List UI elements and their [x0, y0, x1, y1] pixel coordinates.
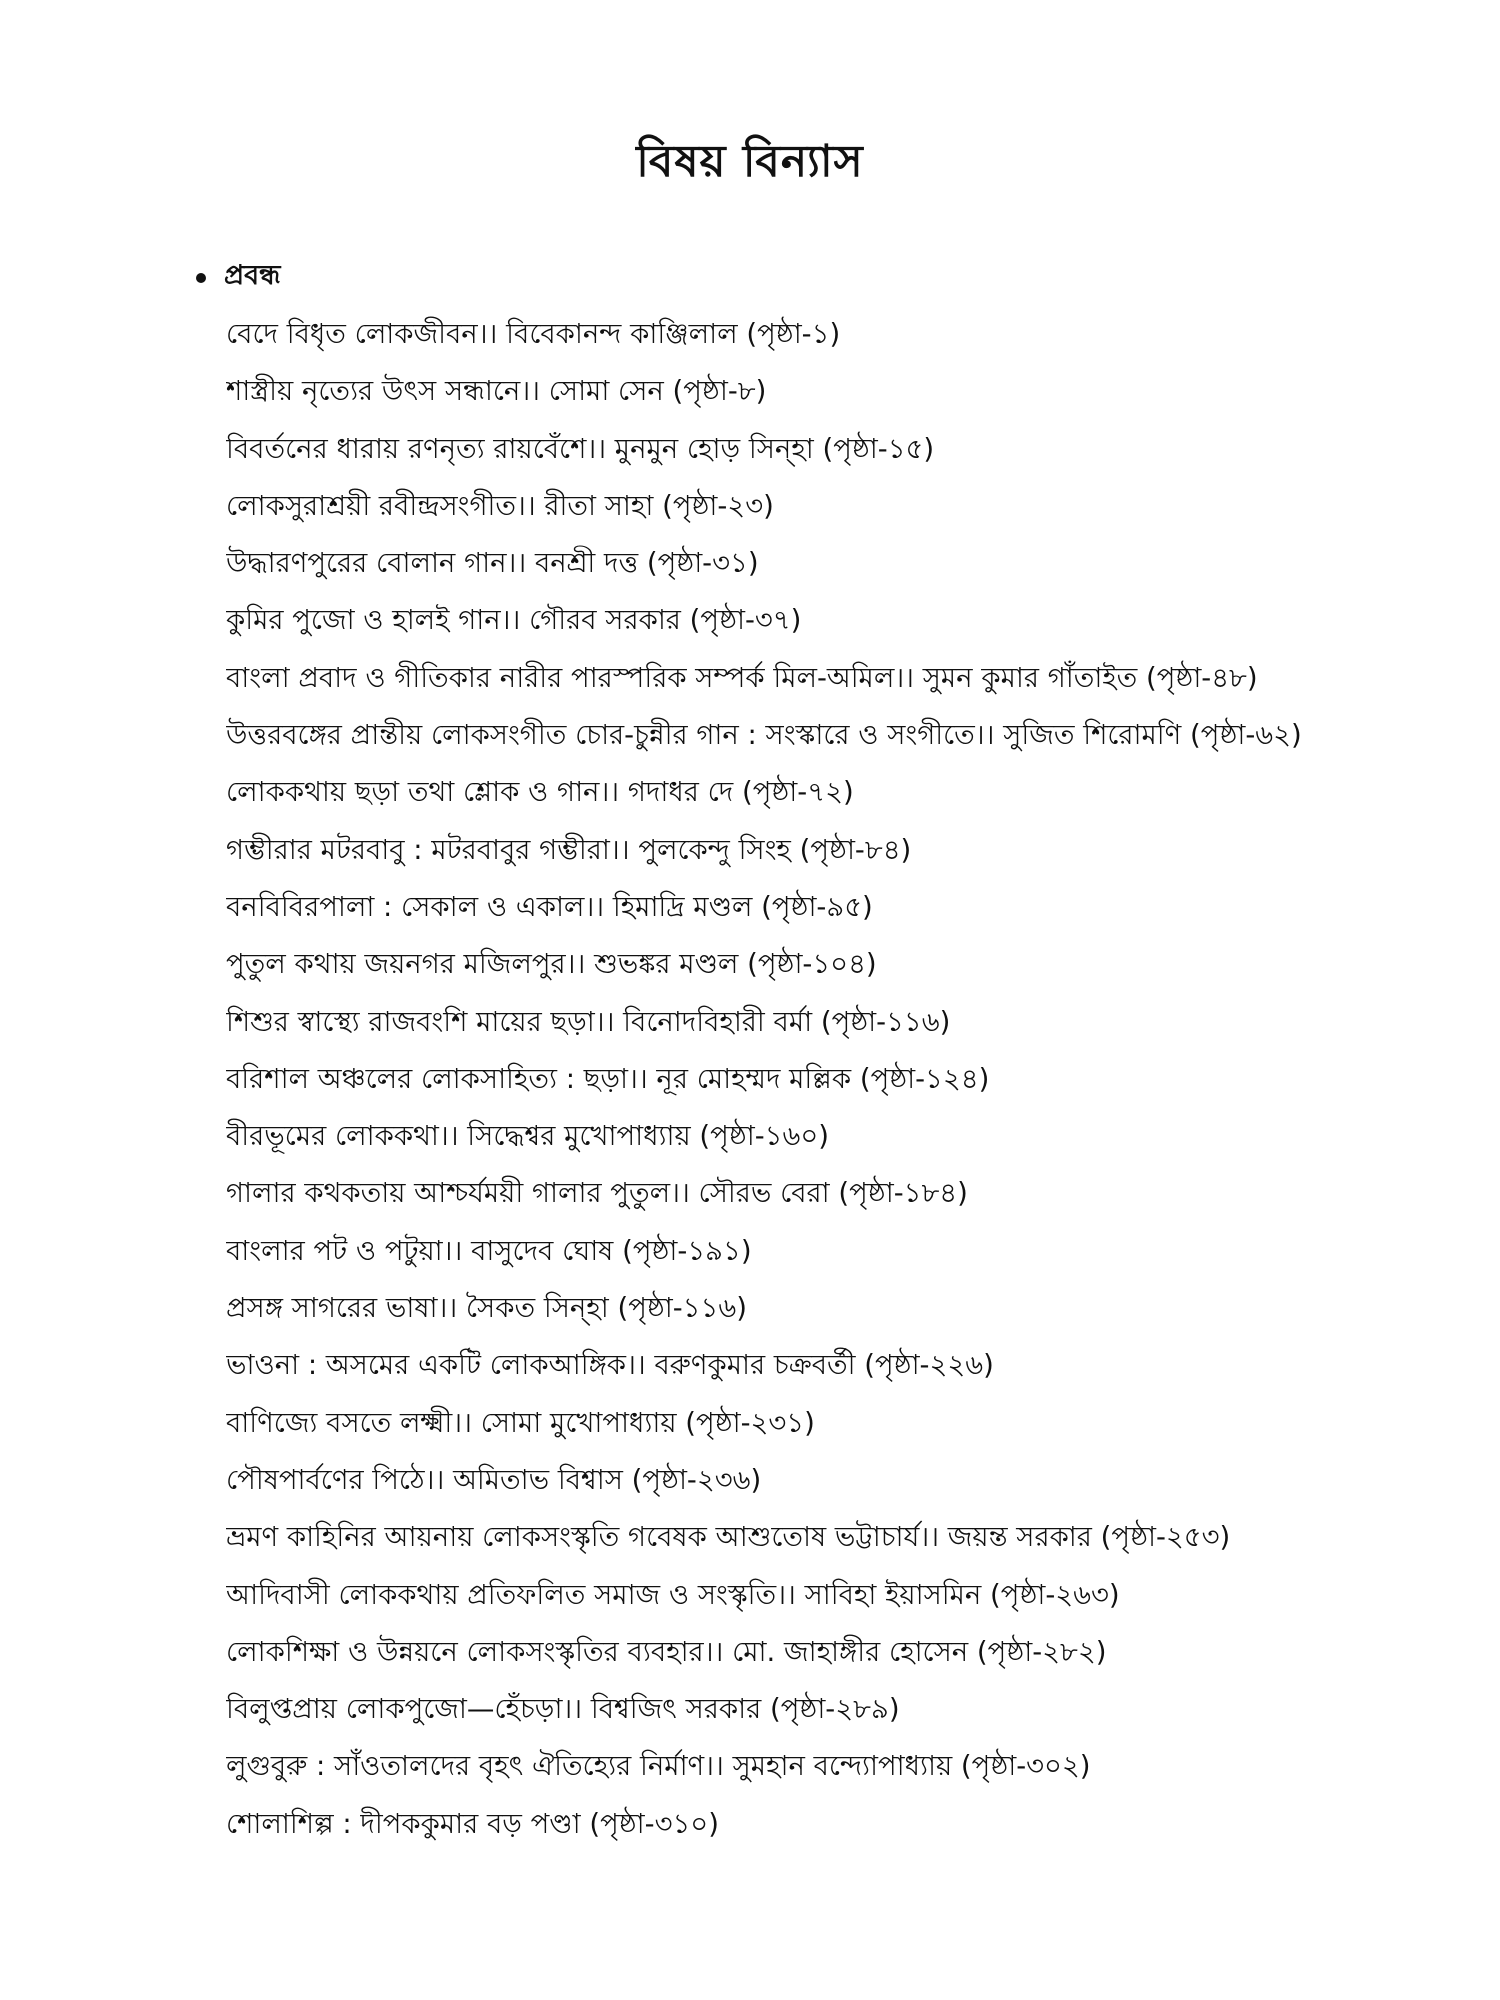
entry-page: পৃষ্ঠা-৩১০ — [600, 1807, 709, 1840]
entry-author: সোমা মুখোপাধ্যায় — [480, 1406, 677, 1439]
page-ref-open: ( — [613, 1234, 633, 1267]
entry-author: বরুণকুমার চক্রবর্তী — [654, 1349, 856, 1382]
toc-entry — [226, 478, 1366, 535]
entry-separator: ।। — [438, 1120, 468, 1153]
toc-entry — [226, 650, 1366, 707]
entry-title: শিশুর স্বাস্থ্যে রাজবংশি মায়ের ছড়া — [226, 1005, 595, 1038]
page-ref-close: ) — [736, 1292, 747, 1325]
bullet-icon — [196, 273, 206, 283]
entry-title: বিলুপ্তপ্রায় লোকপুজো—হেঁচড়া — [226, 1693, 563, 1726]
entry-separator: ।। — [974, 719, 1004, 752]
toc-list — [226, 306, 1366, 1853]
entry-separator: ।। — [586, 432, 615, 465]
entry-title: গম্ভীরার মটরবাবু : মটরবাবুর গম্ভীরা — [226, 833, 610, 866]
entry-author: সুমন কুমার গাঁতাইত — [922, 661, 1138, 694]
entry-author: বনশ্রী দত্ত — [534, 547, 639, 580]
entry-separator: ।। — [520, 375, 549, 408]
page-ref-open: ( — [1137, 661, 1157, 694]
toc-entry — [226, 764, 1366, 821]
page-ref-open: ( — [855, 1349, 875, 1382]
toc-entry — [226, 535, 1366, 592]
entry-separator: ।। — [437, 1292, 466, 1325]
page-ref-close: ) — [708, 1807, 719, 1840]
entry-title: বিবর্তনের ধারায় রণনৃত্য রায়বেঁশে — [226, 432, 587, 465]
entry-author: মুনমুন হোড় সিন্‌হা — [614, 432, 814, 465]
entry-author: মো. জাহাঙ্গীর হোসেন — [732, 1635, 969, 1668]
page-ref-open: ( — [829, 1177, 850, 1210]
entry-separator: ।। — [919, 1521, 948, 1554]
toc-entry — [226, 1681, 1366, 1738]
page-ref-close: ) — [1095, 1635, 1107, 1668]
entry-page: পৃষ্ঠা-১২৪ — [870, 1062, 979, 1095]
entry-author: গৌরব সরকার — [529, 604, 681, 637]
page-ref-close: ) — [939, 1005, 951, 1038]
entry-page: পৃষ্ঠা-২৩ — [672, 489, 764, 522]
entry-page: পৃষ্ঠা-১৬০ — [710, 1120, 819, 1153]
entry-page: পৃষ্ঠা-৮ — [683, 375, 756, 408]
entry-title: ভাওনা : অসমের একটি লোকআঙ্গিক — [226, 1349, 627, 1382]
entry-page: পৃষ্ঠা-৭২ — [752, 776, 843, 809]
entry-author: সৈকত সিন্‌হা — [465, 1292, 609, 1325]
page-ref-open: ( — [752, 890, 772, 923]
page-ref-open: ( — [638, 547, 658, 580]
entry-page: পৃষ্ঠা-২৫৩ — [1111, 1521, 1220, 1554]
entry-separator: ।। — [452, 1406, 481, 1439]
entry-separator: ।। — [562, 1693, 591, 1726]
toc-entry — [226, 879, 1366, 936]
entry-page: পৃষ্ঠা-২৩৬ — [642, 1463, 751, 1496]
entry-title: লোককথায় ছড়া তথা শ্লোক ও গান — [226, 776, 600, 809]
entry-separator: ।। — [584, 890, 613, 923]
entry-title: বাংলার পট ও পটুয়া — [226, 1234, 443, 1267]
page-ref-close: ) — [829, 318, 841, 350]
toc-entry — [226, 1223, 1366, 1280]
entry-page: পৃষ্ঠা-২৮৯ — [780, 1693, 889, 1726]
page-ref-close: ) — [862, 890, 873, 923]
entry-author: সিদ্ধেশ্বর মুখোপাধ্যায় — [467, 1120, 691, 1153]
entry-separator: : — [333, 1807, 361, 1840]
toc-entry — [226, 363, 1366, 420]
entry-page: পৃষ্ঠা-১৮৪ — [849, 1177, 958, 1210]
entry-separator: ।। — [703, 1635, 733, 1668]
entry-title: কুমির পুজো ও হালই গান — [226, 604, 501, 637]
entry-separator: ।। — [776, 1578, 805, 1611]
entry-page: পৃষ্ঠা-১৫ — [833, 432, 924, 465]
entry-author: হিমাদ্রি মণ্ডল — [612, 890, 753, 923]
page-ref-close: ) — [983, 1349, 994, 1382]
toc-entry — [226, 822, 1366, 879]
entry-separator: ।। — [506, 547, 535, 580]
page-ref-open: ( — [608, 1292, 629, 1325]
page-ref-open: ( — [680, 604, 701, 637]
entry-separator: ।। — [477, 318, 507, 350]
toc-entry — [226, 421, 1366, 478]
entry-author: সুজিত শিরোমণি — [1003, 719, 1182, 752]
entry-author: গদাধর দে — [627, 776, 734, 809]
toc-entry — [226, 1280, 1366, 1337]
entry-author: জয়ন্ত সরকার — [947, 1521, 1092, 1554]
section-heading-label: প্রবন্ধ — [224, 260, 281, 291]
entry-page: পৃষ্ঠা-২২৬ — [875, 1349, 984, 1382]
toc-entry — [226, 306, 1366, 363]
toc-entry — [226, 1796, 1366, 1853]
entry-author: পুলকেন্দু সিংহ — [638, 833, 791, 866]
page-ref-open: ( — [812, 1005, 832, 1038]
entry-separator: ।। — [609, 833, 639, 866]
entry-title: উত্তরবঙ্গের প্রান্তীয় লোকসংগীত চোর-চুন্নীর গান : সংস্কারে ও সংগীতে — [226, 719, 975, 752]
entry-title: শোলাশিল্প — [226, 1807, 334, 1840]
page-title: বিষয় বিন্যাস — [636, 136, 864, 187]
page-ref-close: ) — [1219, 1521, 1231, 1554]
page-ref-open: ( — [733, 776, 753, 809]
entry-title: উদ্ধারণপুরের বোলান গান — [226, 547, 507, 580]
toc-entry — [226, 1738, 1366, 1795]
page-ref-close: ) — [900, 833, 912, 866]
page-ref-open: ( — [813, 432, 834, 465]
entry-page: পৃষ্ঠা-৩৭ — [700, 604, 791, 637]
entry-separator: ।। — [442, 1234, 472, 1267]
page-ref-close: ) — [865, 948, 877, 981]
toc-entry — [226, 936, 1366, 993]
entry-page: পৃষ্ঠা-৩০২ — [971, 1750, 1080, 1783]
entry-author: বিনোদবিহারী বর্মা — [623, 1005, 813, 1038]
page-ref-open: ( — [738, 948, 758, 981]
page-ref-open: ( — [790, 833, 811, 866]
page-ref-open: ( — [761, 1693, 781, 1726]
entry-title: বাণিজ্যে বসতে লক্ষ্মী — [226, 1406, 453, 1439]
toc-entry — [226, 1452, 1366, 1509]
page-ref-close: ) — [978, 1062, 990, 1095]
page-ref-close: ) — [888, 1693, 900, 1726]
page-ref-open: ( — [737, 318, 758, 350]
toc-entry — [226, 1624, 1366, 1681]
entry-separator: ।। — [500, 604, 530, 637]
toc-entry — [226, 1051, 1366, 1108]
entry-author: শুভঙ্কর মণ্ডল — [594, 948, 739, 981]
page-ref-open: ( — [1181, 719, 1201, 752]
entry-title: ভ্রমণ কাহিনির আয়নায় লোকসংস্কৃতি গবেষক আশুতোষ ভট্টাচার্য — [226, 1521, 920, 1554]
page-ref-open: ( — [851, 1062, 871, 1095]
entry-page: পৃষ্ঠা-১৯১ — [632, 1234, 741, 1267]
entry-author: বাসুদেব ঘোষ — [471, 1234, 614, 1267]
page-ref-close: ) — [763, 489, 774, 522]
entry-page: পৃষ্ঠা-১০৪ — [757, 948, 866, 981]
entry-title: শাস্ত্রীয় নৃত্যের উৎস সন্ধানে — [226, 375, 521, 408]
entry-page: পৃষ্ঠা-৪৮ — [1156, 661, 1247, 694]
page-ref-close: ) — [957, 1177, 968, 1210]
page-ref-close: ) — [923, 432, 935, 465]
page-ref-open: ( — [653, 489, 673, 522]
entry-title: আদিবাসী লোককথায় প্রতিফলিত সমাজ ও সংস্কৃতি — [226, 1578, 777, 1611]
entry-page: পৃষ্ঠা-২৩১ — [696, 1406, 805, 1439]
entry-page: পৃষ্ঠা-৩১ — [657, 547, 748, 580]
entry-author: বিবেকানন্দ কাঞ্জিলাল — [506, 318, 738, 350]
entry-separator: ।। — [894, 661, 923, 694]
entry-author: বিশ্বজিৎ সরকার — [590, 1693, 762, 1726]
page-ref-open: ( — [622, 1463, 643, 1496]
entry-author: দীপককুমার বড় পণ্ডা — [360, 1807, 581, 1840]
entry-author: রীতা সাহা — [544, 489, 654, 522]
entry-page: পৃষ্ঠা-১১৬ — [831, 1005, 940, 1038]
toc-entry — [226, 592, 1366, 649]
page-ref-close: ) — [790, 604, 802, 637]
toc-entry — [226, 707, 1366, 764]
entry-separator: ।। — [599, 776, 628, 809]
entry-author: সৌরভ বেরা — [698, 1177, 830, 1210]
entry-page: পৃষ্ঠা-৯৫ — [771, 890, 863, 923]
entry-author: নূর মোহম্মদ মল্লিক — [656, 1062, 852, 1095]
entry-page: পৃষ্ঠা-৮৪ — [810, 833, 901, 866]
page-ref-close: ) — [747, 547, 759, 580]
page-ref-close: ) — [804, 1406, 815, 1439]
toc-entry — [226, 1108, 1366, 1165]
page-ref-open: ( — [663, 375, 684, 408]
entry-separator: ।। — [704, 1750, 733, 1783]
page-ref-open: ( — [1091, 1521, 1112, 1554]
page-ref-close: ) — [755, 375, 767, 408]
section-heading — [196, 255, 281, 300]
page-ref-close: ) — [1079, 1750, 1091, 1783]
page-ref-open: ( — [981, 1578, 1001, 1611]
entry-separator: ।। — [626, 1349, 655, 1382]
page-ref-close: ) — [1108, 1578, 1120, 1611]
entry-separator: ।। — [516, 489, 545, 522]
entry-title: লুগুবুরু : সাঁওতালদের বৃহৎ ঐতিহ্যের নির্মাণ — [226, 1750, 705, 1783]
toc-entry — [226, 1567, 1366, 1624]
entry-separator: ।। — [627, 1062, 657, 1095]
entry-title: লোকসুরাশ্রয়ী রবীন্দ্রসংগীত — [226, 489, 516, 522]
entry-page: পৃষ্ঠা-২৮২ — [987, 1635, 1096, 1668]
entry-author: সোমা সেন — [548, 375, 664, 408]
page-ref-close: ) — [750, 1463, 762, 1496]
toc-entry — [226, 994, 1366, 1051]
entry-separator: ।। — [594, 1005, 624, 1038]
toc-entry — [226, 1337, 1366, 1394]
page-ref-open: ( — [676, 1406, 697, 1439]
entry-page: পৃষ্ঠা-১১৬ — [628, 1292, 737, 1325]
toc-entry — [226, 1509, 1366, 1566]
page-ref-open: ( — [968, 1635, 988, 1668]
entry-separator: ।। — [670, 1177, 699, 1210]
entry-page: পৃষ্ঠা-২৬৩ — [1000, 1578, 1109, 1611]
entry-title: বাংলা প্রবাদ ও গীতিকার নারীর পারস্পরিক সম্পর্ক মিল-অমিল — [226, 661, 895, 694]
page-ref-close: ) — [818, 1120, 829, 1153]
entry-title: বেদে বিধৃত লোকজীবন — [226, 318, 478, 350]
page-ref-open: ( — [690, 1120, 711, 1153]
entry-separator: ।। — [424, 1463, 454, 1496]
page-ref-open: ( — [952, 1750, 972, 1783]
entry-author: সাবিহা ইয়াসমিন — [804, 1578, 982, 1611]
entry-title: পৌষপার্বণের পিঠে — [226, 1463, 425, 1496]
entry-title: বরিশাল অঞ্চলের লোকসাহিত্য : ছড়া — [226, 1062, 628, 1095]
entry-title: বীরভূমের লোককথা — [226, 1120, 439, 1153]
page-ref-close: ) — [740, 1234, 752, 1267]
entry-page: পৃষ্ঠা-১ — [757, 318, 830, 350]
toc-entry — [226, 1395, 1366, 1452]
page-ref-close: ) — [842, 776, 854, 809]
entry-title: প্রসঙ্গ সাগরের ভাষা — [226, 1292, 438, 1325]
entry-author: সুমহান বন্দ্যোপাধ্যায় — [732, 1750, 953, 1783]
page-ref-open: ( — [580, 1807, 601, 1840]
entry-title: লোকশিক্ষা ও উন্নয়নে লোকসংস্কৃতির ব্যবহার — [226, 1635, 704, 1668]
page-ref-close: ) — [1291, 719, 1302, 752]
page-ref-close: ) — [1246, 661, 1258, 694]
entry-title: পুতুল কথায় জয়নগর মজিলপুর — [226, 948, 566, 981]
entry-title: গালার কথকতায় আশ্চর্যময়ী গালার পুতুল — [226, 1177, 671, 1210]
entry-title: বনবিবিরপালা : সেকাল ও একাল — [226, 890, 585, 923]
entry-author: অমিতাভ বিশ্বাস — [453, 1463, 623, 1496]
entry-separator: ।। — [565, 948, 595, 981]
toc-entry — [226, 1165, 1366, 1222]
entry-page: পৃষ্ঠা-৬২ — [1200, 719, 1292, 752]
